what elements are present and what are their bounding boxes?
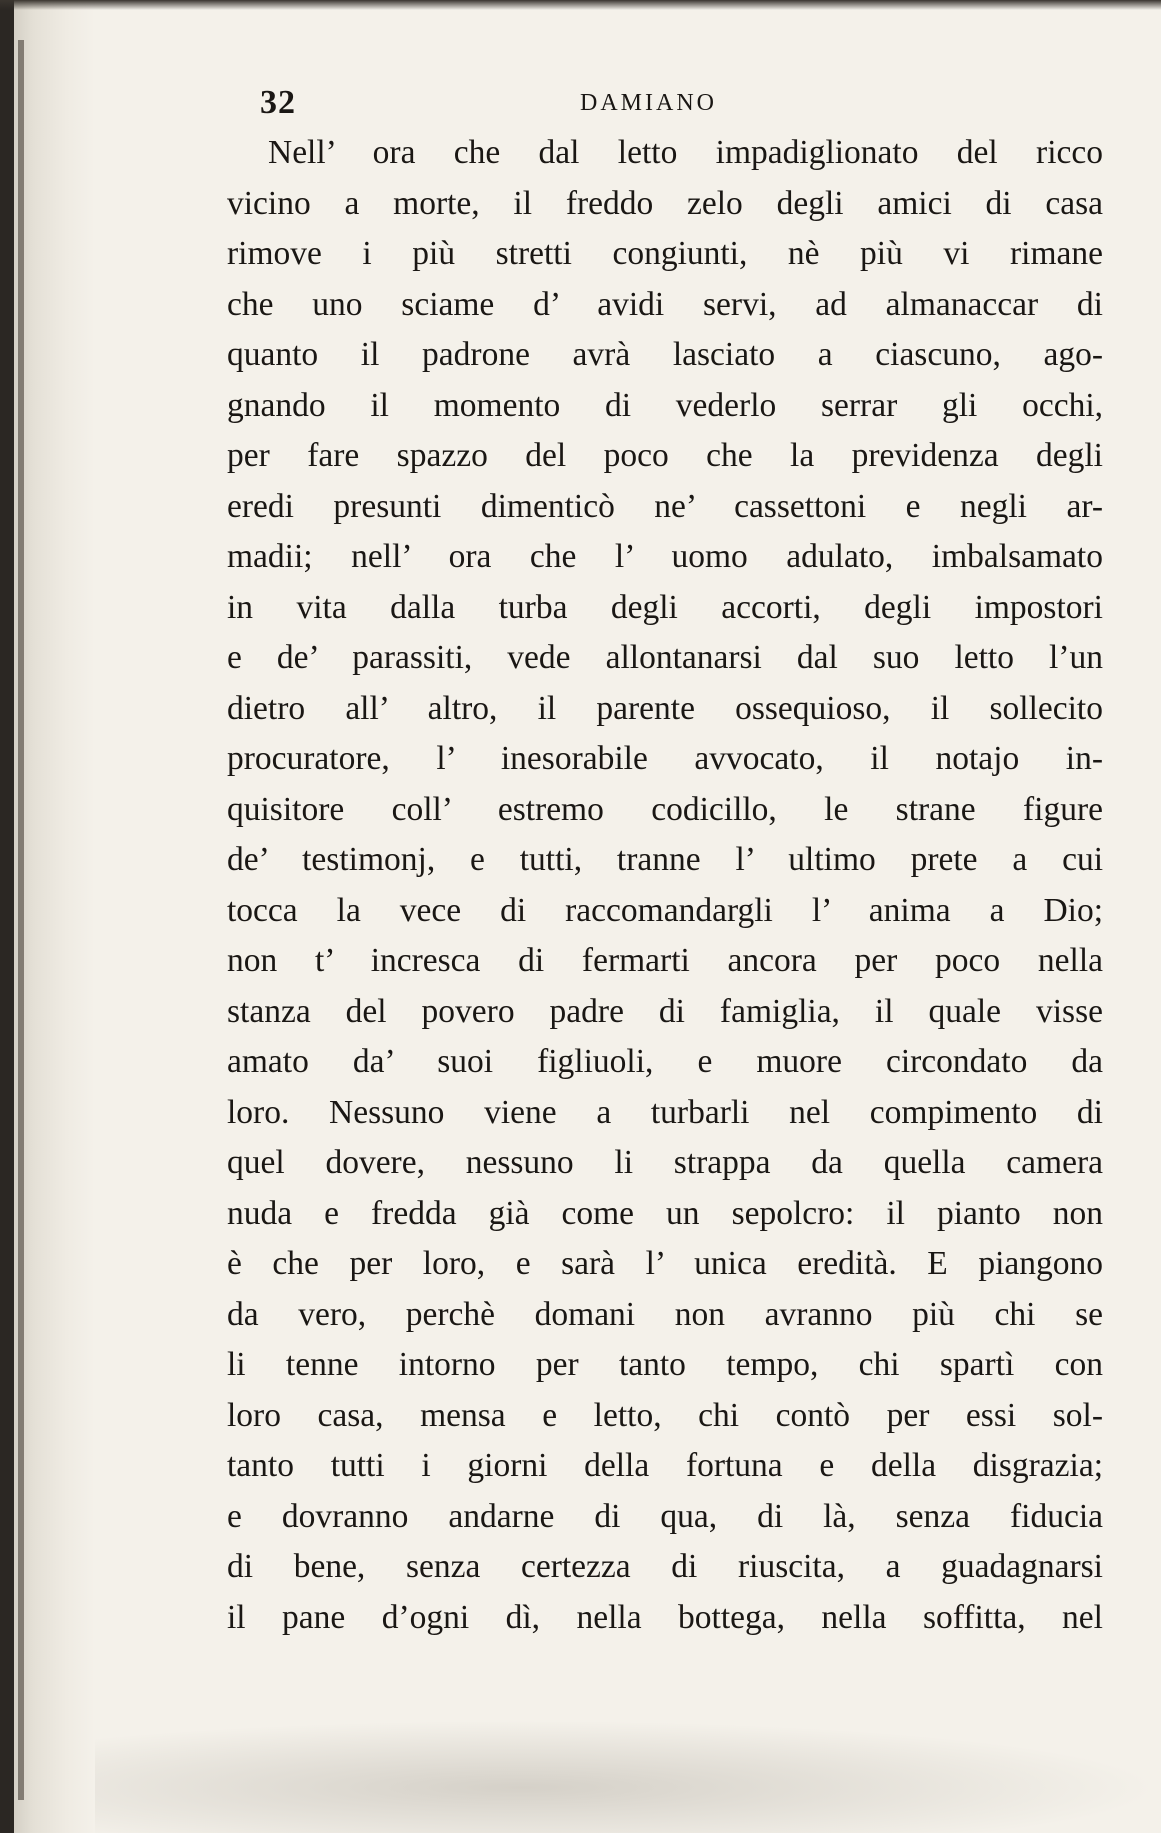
text-line: li tenne intorno per tanto tempo, chi spartì con bbox=[227, 1346, 1103, 1383]
text-line: procuratore, l’ inesorabile avvocato, il notajo in- bbox=[227, 740, 1103, 777]
text-line: gnando il momento di vederlo serrar gli occhi, bbox=[227, 386, 1103, 424]
running-head bbox=[260, 84, 990, 124]
body-text bbox=[227, 128, 1103, 1643]
text-line: in vita dalla turba degli accorti, degli impostori bbox=[227, 588, 1103, 626]
text-line: amato da’ suoi figliuoli, e muore circondato da bbox=[227, 1043, 1103, 1080]
text-line: loro casa, mensa e letto, chi contò per essi sol- bbox=[227, 1396, 1103, 1434]
text-line: eredi presunti dimenticò ne’ cassettoni e negli ar- bbox=[227, 487, 1103, 525]
text-line: de’ testimonj, e tutti, tranne l’ ultimo prete a cui bbox=[227, 841, 1103, 878]
page-gutter-shadow bbox=[0, 0, 95, 1833]
running-title: DAMIANO bbox=[580, 90, 717, 116]
text-line: stanza del povero padre di famiglia, il quale visse bbox=[227, 992, 1103, 1030]
text-line: tocca la vece di raccomandargli l’ anima a Dio; bbox=[227, 891, 1103, 929]
text-line: Nell’ ora che dal letto impadiglionato del ricco bbox=[268, 134, 1103, 171]
text-line: madii; nell’ ora che l’ uomo adulato, imbalsamato bbox=[227, 538, 1103, 575]
page-foxing bbox=[95, 1720, 1161, 1833]
text-line: per fare spazzo del poco che la previdenza degli bbox=[227, 437, 1103, 474]
text-line: da vero, perchè domani non avranno più chi se bbox=[227, 1295, 1103, 1333]
book-binding-fold bbox=[18, 40, 24, 1800]
book-binding-edge bbox=[0, 0, 14, 1833]
text-line: vicino a morte, il freddo zelo degli amici di casa bbox=[227, 184, 1103, 222]
page-top-edge bbox=[0, 0, 1161, 10]
text-line: nuda e fredda già come un sepolcro: il pianto non bbox=[227, 1194, 1103, 1232]
text-line: dietro all’ altro, il parente ossequioso, il sollecito bbox=[227, 689, 1103, 727]
text-line: e de’ parassiti, vede allontanarsi dal suo letto l’un bbox=[227, 639, 1103, 676]
text-line: quel dovere, nessuno li strappa da quella camera bbox=[227, 1144, 1103, 1181]
text-line: quisitore coll’ estremo codicillo, le strane figure bbox=[227, 790, 1103, 828]
text-line: e dovranno andarne di qua, di là, senza fiducia bbox=[227, 1497, 1103, 1535]
text-line: rimove i più stretti congiunti, nè più vi rimane bbox=[227, 235, 1103, 272]
text-line: che uno sciame d’ avidi servi, ad almanaccar di bbox=[227, 285, 1103, 323]
text-line: loro. Nessuno viene a turbarli nel compimento di bbox=[227, 1093, 1103, 1131]
page-number: 32 bbox=[260, 84, 296, 121]
text-line: è che per loro, e sarà l’ unica eredità. E piangono bbox=[227, 1245, 1103, 1282]
text-line: non t’ incresca di fermarti ancora per poco nella bbox=[227, 942, 1103, 979]
text-line: di bene, senza certezza di riuscita, a guadagnarsi bbox=[227, 1548, 1103, 1585]
text-line: quanto il padrone avrà lasciato a ciascuno, ago- bbox=[227, 336, 1103, 373]
text-line: il pane d’ogni dì, nella bottega, nella soffitta, nel bbox=[227, 1598, 1103, 1636]
text-line: tanto tutti i giorni della fortuna e della disgrazia; bbox=[227, 1447, 1103, 1484]
